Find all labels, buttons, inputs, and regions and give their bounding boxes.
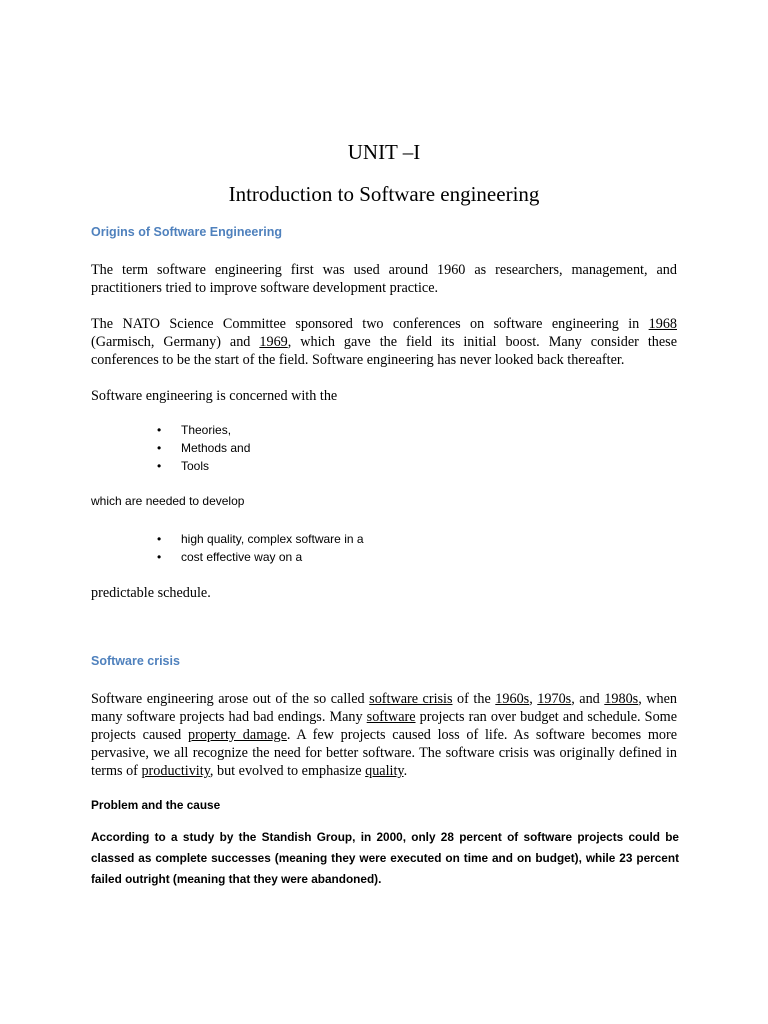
list-develop <box>0 530 364 566</box>
paragraph-needed: which are needed to develop <box>91 494 245 508</box>
subheading-problem: Problem and the cause <box>91 798 221 812</box>
link-productivity[interactable]: productivity <box>141 763 210 779</box>
link-property-damage[interactable]: property damage <box>188 727 287 743</box>
link-1969[interactable]: 1969 <box>259 334 288 350</box>
list-item: • Methods and <box>0 439 250 457</box>
page-title: Introduction to Software engineering <box>228 182 540 206</box>
section-heading-crisis: Software crisis <box>91 654 180 668</box>
section-heading-origins: Origins of Software Engineering <box>91 225 282 239</box>
link-software[interactable]: software <box>366 709 416 725</box>
list-item: • high quality, complex software in a <box>0 530 364 548</box>
paragraph-nato: The NATO Science Committee sponsored two conferences on software engineering in 1968 (Garmisch, Germany) and 1969, which gave the field its initial boost. Many consider these conferences to be the start of the field. Software engineering has never looked back thereafter. <box>91 316 677 368</box>
unit-title: UNIT –I <box>347 140 421 164</box>
paragraph-standish: According to a study by the Standish Group, in 2000, only 28 percent of software projects could be classed as complete successes (meaning they were executed on time and on budget), while 23 percent failed outright (meaning that they were abandoned). <box>91 830 679 886</box>
paragraph-term-origin: The term software engineering first was used around 1960 as researchers, management, and practitioners tried to improve software development practice. <box>91 262 677 296</box>
link-1980s[interactable]: 1980s <box>604 691 639 707</box>
paragraph-crisis: Software engineering arose out of the so called software crisis of the 1960s, 1970s, and 1980s, when many software projects had bad endings. Many software projects ran over budget and schedule. Some projects caused property damage. A few projects caused loss of life. As software becomes more pervasive, we all recognize the need for better software. The software crisis was originally defined in terms of productivity, but evolved to emphasize quality. <box>91 691 678 779</box>
link-quality[interactable]: quality <box>365 763 404 779</box>
list-concerns <box>0 421 250 475</box>
paragraph-concerned: Software engineering is concerned with the <box>91 388 338 404</box>
link-1960s[interactable]: 1960s <box>495 691 530 707</box>
list-item: • Theories, <box>0 421 250 439</box>
list-item: • cost effective way on a <box>0 548 364 566</box>
link-1970s[interactable]: 1970s <box>537 691 572 707</box>
link-1968[interactable]: 1968 <box>648 316 677 332</box>
list-item: • Tools <box>0 457 250 475</box>
paragraph-predictable: predictable schedule. <box>91 585 211 601</box>
link-software-crisis[interactable]: software crisis <box>369 691 453 707</box>
